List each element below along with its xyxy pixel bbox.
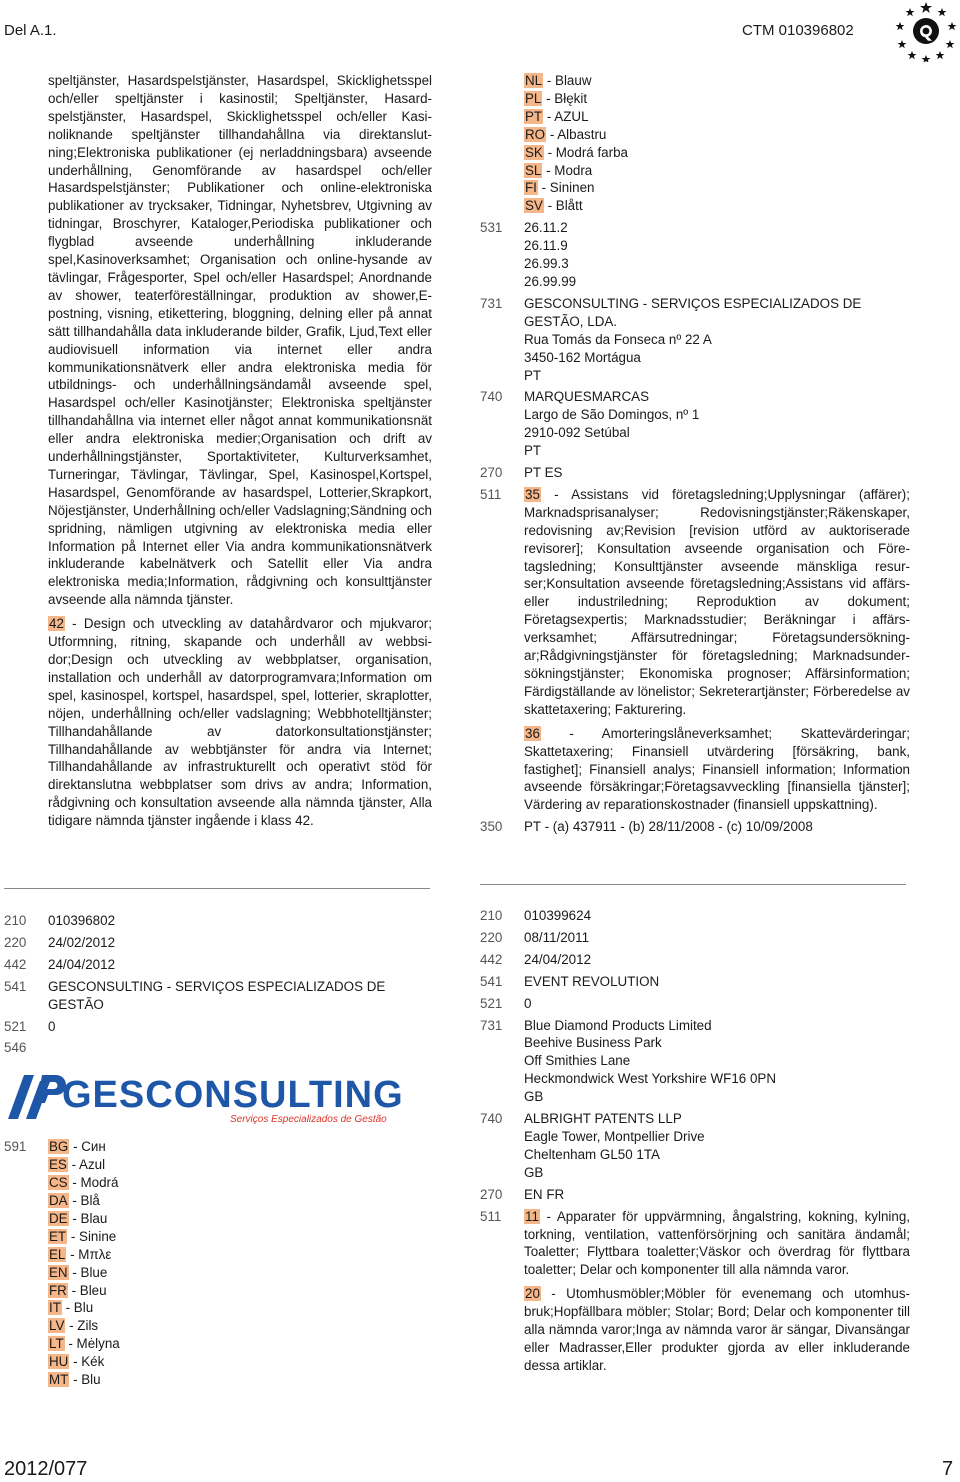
class-11-paragraph: 11 - Apparater för uppvärmning, ångalstring, kokning, kylning, torkning, ventilation, vattenförsörjning och sanitära ändamål; Toaletter; Flyttbara toaletter;Väskor och överdrag för flyttbara toaletter; Delar och komponenter till alla nämnda varor. [524,1208,910,1278]
language-item: LT - Mėlyna [49,1336,120,1352]
field-350: 350 PT - (a) 437911 - (b) 28/11/2008 - (c) 10/09/2008 [480,819,813,835]
language-item: ET - Sinine [49,1228,117,1244]
language-item: CS - Modrá [49,1175,119,1191]
language-item: BG - Син [49,1139,106,1155]
right-bottom-column [480,907,910,1379]
field-code: 531 [480,220,503,236]
language-item: EN - Blue [49,1264,108,1280]
field-code: 350 [480,819,503,835]
field-210: 210 010399624 [480,908,592,923]
language-item: MT - Blu [49,1372,101,1388]
language-item: EL - Μπλε [49,1246,112,1262]
logo-wordmark: GESCONSULTING [62,1074,404,1117]
class-20-paragraph: 20 - Utomhusmöbler;Möbler för evenemang och utomhusbruk;Hopfällbara möbler; Stolar; Bord; Delar och komponenter till alla nämnda varor;Inga av nämnda varor är sängar, Divansängar eller Madrasser,Eller produkter gjorda av eller inkluderande dessa artiklar. [524,1286,910,1373]
language-item: SK - Modrá farba [525,144,628,160]
language-item: DE - Blau [49,1210,108,1226]
language-item: RO - Albastru [525,126,607,142]
field-code: 270 [480,465,503,481]
class-42-paragraph [48,615,432,830]
left-top-column [48,72,432,830]
language-item: PT - AZUL [525,108,589,124]
language-item: FI - Sininen [525,180,595,196]
field-731: 731 Blue Diamond Products Limited Beehive Business Park Off Smithies Lane Heckmondwick West Yorkshire WF16 0PN GB [480,1017,777,1105]
field-591: 591 BG - Син ES - Azul CS - Modrá DA - Blå DE - Blau ET - Sinine EL - Μπλε EN - Blue FR - Bleu IT - Blu LV - Zils LT - Mėlyna HU - Kék MT - Blu [4,1138,444,1389]
left-bottom-column [4,912,444,1393]
class-number-badge: 35 [525,486,540,502]
field-270: 270 EN FR [480,1186,565,1202]
field-511: 511 11 - Apparater för uppvärmning, ångalstring, kokning, kylning, torkning, ventilation, vattenförsörjning och sanitära ändamål; Toaletter; Flyttbara toaletter;Väskor och överdrag för flyttbara toaletter; Delar och komponenter till alla nämnda varor. 20 - Utomhusmöbler;Möbler för evenemang och utomhusbruk;Hopfällbara möbler; Stolar; Bord; Delar och komponenter till alla nämnda varor;Inga av nämnda varor är sängar, Divansängar eller Madrasser,Eller produkter gjorda av eller inkluderande dessa artiklar. [480,1208,910,1373]
field-270: 270 PT ES [480,465,563,481]
field-220: 220 24/02/2012 [4,934,116,950]
right-top-column [480,72,910,840]
field-740: 740 ALBRIGHT PATENTS LLP Eagle Tower, Montpellier Drive Cheltenham GL50 1TA GB [480,1111,705,1180]
language-item: HU - Kék [49,1354,105,1370]
section-label: Del A.1. [4,22,57,39]
language-item: PL - Błękit [525,90,588,106]
language-item: LV - Zils [49,1318,99,1334]
divider-line-right [480,884,906,885]
field-731: 731 GESCONSULTING - SERVIÇOS ESPECIALIZADOS DE GESTÃO, LDA. Rua Tomás da Fonseca nº 22 A 3450-162 Mortágua PT [480,295,862,383]
field-code: 731 [480,295,503,311]
language-item: FR - Bleu [49,1282,107,1298]
field-442: 442 24/04/2012 [4,956,116,972]
class-42-text: - Design och utveckling av datahårdvaror och mjukvaror; Utformning, ritning, skapande och underhåll av webbsidor;Design och utveckling av webbplatser, organisation, installation och underhåll av datorprogramvara;Information om spel, kasinospel, kortspel, hasardspel, spel, lotterier, skraplotter, nöjen, underhållning och/eller vadslagning; Webbhotelltjänster; Tillhandahållande av datorkonsultationstjänster; Tillhandahållande av webbtjänster för andra via Internet; Tillhandahållande av infrastrukturellt och operativt stöd för direktanslutna webbplatser som drivs av andra; Information, rådgivning och konsultation avseende alla nämnda tjänster, Alla tidigare nämnda tjänster ingående i klass 42. [48,616,432,829]
field-541: 541 GESCONSULTING - SERVIÇOS ESPECIALIZADOS DE GESTÃO [4,978,386,1012]
eu-emblem-icon [892,0,960,62]
field-code: 511 [480,486,502,502]
class-number-badge: 20 [525,1286,540,1302]
divider-line-left [4,888,430,889]
logo-tagline: Serviços Especializados de Gestão [230,1114,387,1126]
field-740: 740 MARQUESMARCAS Largo de São Domingos, nº 1 2910-092 Setúbal PT [480,389,700,459]
class-41-services-text: speltjänster, Hasardspelstjänster, Hasardspel, Skicklighetsspel och/eller speltjänster i kasinostil; Speltjänster, Hasardspelstjänster, Hasardspel, Skicklighetsspel och/eller Kasinoliknande speltjänster tillhandahållna via direktanslutning;Elektroniska publikationer (ej nerladdningsbara) avseende underhållning, Genomförande av hasardspel och/eller Hasardspelstjänster; Publikationer och online-elektroniska publikationer av trycksaker, Tidningar, Nyhetsbrev, Utgivning av tidningar, Broschyrer, Kataloger,Periodiska publikationer och flygblad avseende underhållning inkluderande spel,Kasinoverksamhet; Organisation och online-hysande av tävlingar, Frågesporter, Spel och/eller Hasardspel; Anordnande av shower, teaterföreställningar, produktion av shower,E-postning, visning, etikettering, bloggning, delning eller på annat sätt tillhandahålla data inkluderande bilder, Grafik, Ljud,Text eller audiovisuell information via internet eller andra kommunikationsnätverk eller andra elektroniska media för utbildnings- och underhållningsändamål avseende spel, Hasardspel och/eller Kasinotjänster; Elektroniska speltjänster tillhandahållna via internet eller något annat kommunikationsnät eller andra elektroniska medier;Organisation och drift av underhållningstjänster, Sportaktiviteter, Kulturverksamhet, Turneringar, Tävlingar, Tävlingar, Spel, Kasinospel,Kortspel, Hasardspel, Genomförande av hasardspel, Lotterier,Skrapkort, Nöjestjänster, Underhållning och/eller Vadslagning;Sändning och spridning, nämligen utgivning av elektroniska media eller Information på Internet eller Via andra kommunikationsnätverk inkluderande kabelnätverk och Satellit eller Via andra elektroniska media;Information, rådgivning och konsulttjänster avseende alla nämnda tjänster. [48,73,432,608]
field-442: 442 24/04/2012 [480,951,592,967]
field-546: 546 [4,1040,27,1056]
gesconsulting-logo [4,1067,424,1125]
language-item: DA - Blå [49,1192,100,1208]
language-item: IT - Blu [49,1300,94,1316]
field-210: 210 010396802 [4,913,116,928]
language-item: NL - Blauw [525,73,592,88]
gp-mark-icon [8,1075,66,1119]
colour-language-list [48,1138,444,1389]
colour-language-list [480,72,910,215]
class-number-badge: 11 [525,1208,539,1224]
field-code: 740 [480,389,503,405]
field-531: 531 26.11.2 26.11.9 26.99.3 26.99.99 [480,220,577,289]
field-521: 521 0 [4,1018,56,1034]
field-541: 541 EVENT REVOLUTION [480,973,660,989]
field-521: 521 0 [480,995,532,1011]
bulletin-issue: 2012/077 [4,1458,88,1480]
field-220: 220 08/11/2011 [480,929,590,945]
class-number-badge: 36 [525,725,540,741]
page-number: 7 [942,1458,954,1480]
language-item: SV - Blått [525,198,583,214]
language-item: SL - Modra [525,162,593,178]
ctm-number: CTM 010396802 [742,22,854,39]
class-number-badge: 42 [49,616,64,632]
class-35-paragraph: 35 - Assistans vid företagsledning;Upplysningar (affärer); Marknadsprisanalyser; Redovisningstjänster;Räkenskaper, redovisning av;Revision [revision utförd av auktoriserade revisorer]; Konsultation avseende organisation och Företagsledning; Konsulttjänster avseende mänskliga resurser;Konsultation avseende företagsledning;Assistans vid affärs- eller industriledning; Reproduktion av dokument; Företagsexpertis; Marknadsstudier; Beräkningar i affärsverksamhet; Affärsutredningar; Företagsundersökningar;Rådgivningstjänster för företagsledning; Marknadsundersökningstjänster; Ekonomiska prognoser; Affärsinformation; Färdigställande av lönelistor; Sekreterartjänster; Förberedelse av skattetaxering; Fakturering. [524,486,910,717]
field-511 [480,486,910,814]
class-36-paragraph: 36 - Amorteringslåneverksamhet; Skattevärderingar; Skattetaxering; Finansiell utvärdering [försäkring, bank, fastighet]; Finansiell analys; Finansiell information; Information avseende försäkringar;Företagsavveckling [finansiella tjänster]; Värdering av reparationskostnader (finansiell uppskattning). [524,725,910,813]
language-item: ES - Azul [49,1157,106,1173]
